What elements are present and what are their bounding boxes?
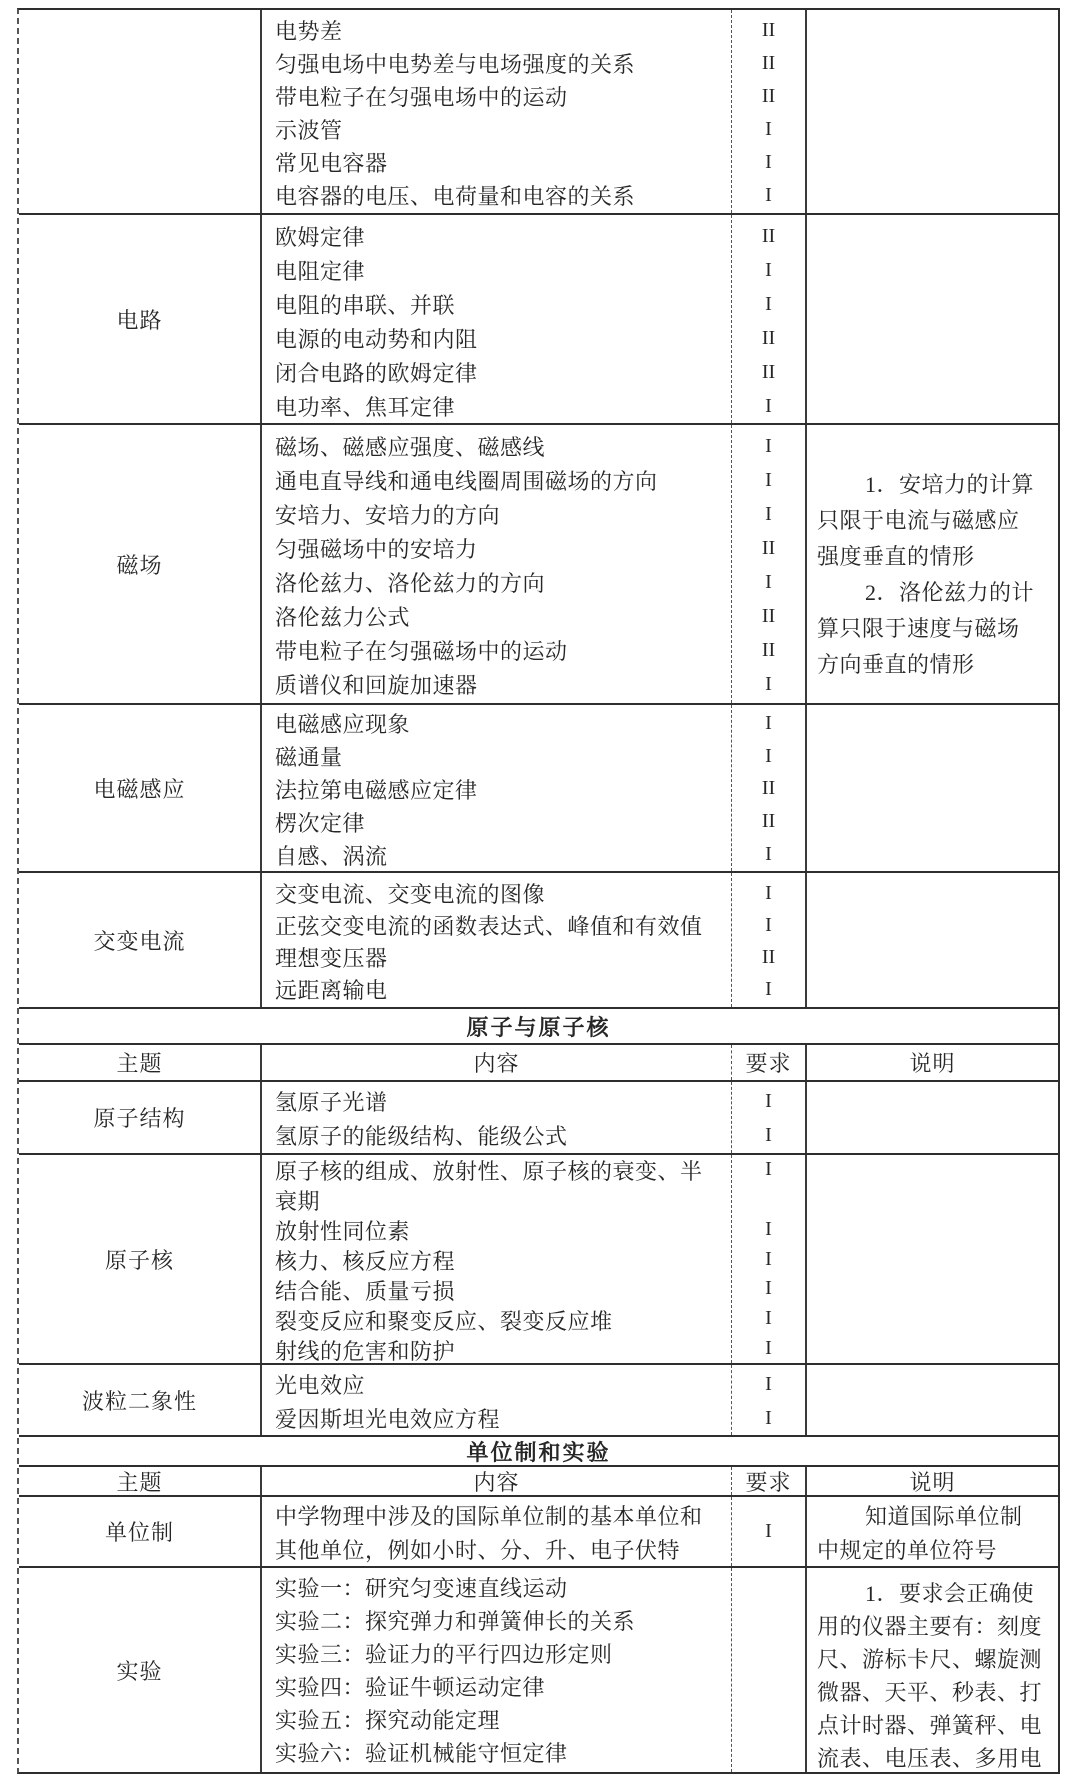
topic-cell: [19, 1497, 262, 1566]
content-cell: [262, 1365, 732, 1435]
requirement-value: II: [761, 945, 776, 968]
content-line: 实验二：探究弹力和弹簧伸长的关系: [275, 1609, 636, 1634]
requirement-cell: [732, 425, 807, 703]
content-line: 带电粒子在匀强磁场中的运动: [275, 638, 568, 664]
syllabus-table: [17, 8, 1060, 1774]
topic-cell: [19, 1365, 262, 1435]
requirement-value: I: [765, 502, 772, 525]
note-line: 用的仪器主要有：刻度: [817, 1614, 1043, 1639]
note-line: 1．安培力的计算: [865, 471, 1035, 497]
content-line: 爱因斯坦光电效应方程: [275, 1406, 501, 1432]
requirement-value: I: [765, 1123, 772, 1146]
requirement-value: I: [765, 672, 772, 695]
requirement-cell: [732, 10, 807, 213]
topic-label: 电路: [116, 307, 163, 333]
requirement-cell: [732, 1568, 807, 1772]
requirement-value: I: [765, 118, 772, 140]
content-line: 安培力、安培力的方向: [275, 502, 501, 528]
requirement-value: I: [765, 977, 772, 1000]
column-header-1: 内容: [262, 1467, 732, 1495]
content-line: 实验六：验证机械能守恒定律: [275, 1741, 568, 1766]
requirement-value: [732, 1703, 805, 1736]
content-line: 电功率、焦耳定律: [275, 394, 456, 420]
content-line: 光电效应: [275, 1372, 366, 1398]
requirement-value: II: [761, 536, 776, 559]
topic-label: 交变电流: [93, 928, 186, 954]
requirement-value: II: [761, 360, 776, 383]
note-cell: [807, 425, 1058, 703]
content-line: 放射性同位素: [275, 1218, 411, 1244]
content-line: 实验五：探究动能定理: [275, 1708, 501, 1733]
content-line: 带电粒子在匀强电场中的运动: [275, 85, 568, 110]
content-line: 示波管: [275, 118, 343, 143]
requirement-value: I: [765, 184, 772, 206]
requirement-value: II: [761, 326, 776, 349]
topic-label: 单位制: [104, 1520, 174, 1545]
note-cell: [807, 1082, 1058, 1153]
topic-cell: [19, 1568, 262, 1772]
requirement-value: I: [765, 913, 772, 936]
section-band-title: 单位制和实验: [19, 1437, 1058, 1467]
content-cell: [262, 1082, 732, 1153]
requirement-value: I: [765, 1158, 772, 1181]
content-line: 氢原子的能级结构、能级公式: [275, 1123, 568, 1149]
topic-label: 电磁感应: [93, 776, 186, 802]
column-header-1: 内容: [262, 1045, 732, 1080]
requirement-value: I: [765, 151, 772, 173]
requirement-value: I: [765, 744, 772, 767]
requirement-value: II: [761, 52, 776, 74]
note-line: 点计时器、弹簧秤、电: [817, 1713, 1043, 1738]
column-header-row: [19, 1045, 1058, 1082]
topic-cell: [19, 1155, 262, 1363]
requirement-value: [732, 1670, 805, 1703]
note-cell: [807, 10, 1058, 213]
content-line: 洛伦兹力公式: [275, 604, 411, 630]
note-line: 强度垂直的情形: [817, 543, 975, 569]
note-line: 方向垂直的情形: [817, 651, 975, 677]
requirement-value: I: [765, 570, 772, 593]
content-line: 交变电流、交变电流的图像: [275, 881, 546, 907]
content-cell: [262, 1155, 732, 1363]
topic-block: [19, 425, 1058, 705]
topic-block: [19, 215, 1058, 425]
topic-label: 波粒二象性: [81, 1388, 197, 1414]
requirement-cell: [732, 1082, 807, 1153]
requirement-value: I: [765, 1406, 772, 1429]
content-line: 常见电容器: [275, 151, 388, 176]
content-line: 正弦交变电流的函数表达式、峰值和有效值: [275, 913, 703, 939]
topic-label: 原子结构: [93, 1106, 186, 1131]
content-cell: [262, 215, 732, 423]
requirement-value: I: [765, 468, 772, 491]
requirement-value: I: [765, 711, 772, 734]
content-line: 匀强磁场中的安培力: [275, 536, 478, 562]
note-cell: [807, 1155, 1058, 1363]
content-line: 楞次定律: [275, 811, 366, 836]
content-line: 质谱仪和回旋加速器: [275, 672, 478, 698]
requirement-value: [732, 1736, 805, 1769]
topic-cell: [19, 1082, 262, 1153]
note-cell: [807, 1568, 1058, 1772]
note-line: 微器、天平、秒表、打: [817, 1680, 1043, 1705]
content-cell: [262, 873, 732, 1007]
content-line: 射线的危害和防护: [275, 1338, 456, 1364]
column-header-3: 说明: [909, 1051, 956, 1076]
requirement-cell: [732, 705, 807, 871]
content-cell: [262, 10, 732, 213]
requirement-value: I: [765, 1277, 772, 1300]
content-cell: [262, 705, 732, 871]
content-line: 电容器的电压、电荷量和电容的关系: [275, 184, 636, 209]
content-line: 电阻的串联、并联: [275, 292, 456, 318]
note-cell: [807, 705, 1058, 871]
requirement-value: II: [761, 85, 776, 107]
note-line: 中规定的单位符号: [817, 1537, 998, 1563]
requirement-value: II: [761, 777, 776, 800]
note-line: 尺、游标卡尺、螺旋测: [817, 1647, 1043, 1672]
requirement-value: I: [765, 1520, 772, 1542]
note-cell: [807, 873, 1058, 1007]
topic-cell: [19, 705, 262, 871]
requirement-value: I: [765, 1089, 772, 1112]
requirement-value: II: [761, 224, 776, 247]
content-line: 结合能、质量亏损: [275, 1278, 456, 1304]
requirement-cell: [732, 1497, 807, 1566]
note-line: 1．要求会正确使: [865, 1581, 1035, 1606]
content-line: 裂变反应和聚变反应、裂变反应堆: [275, 1308, 613, 1334]
topic-block: [19, 1155, 1058, 1365]
content-line: 匀强电场中电势差与电场强度的关系: [275, 52, 636, 77]
content-line: 法拉第电磁感应定律: [275, 778, 478, 803]
requirement-value: II: [761, 810, 776, 833]
note-line: 2．洛伦兹力的计: [865, 579, 1035, 605]
requirement-value: I: [765, 394, 772, 417]
content-line: 原子核的组成、放射性、原子核的衰变、半: [275, 1158, 703, 1184]
topic-block: [19, 1497, 1058, 1568]
column-header-row: [19, 1467, 1058, 1497]
content-line: 衰期: [275, 1188, 321, 1214]
note-line: 只限于电流与磁感应: [817, 507, 1020, 533]
requirement-value: [732, 1185, 805, 1215]
requirement-value: [732, 1604, 805, 1637]
requirement-value: I: [765, 258, 772, 281]
content-line: 磁场、磁感应强度、磁感线: [275, 434, 546, 460]
column-header-2: 要求: [732, 1467, 807, 1495]
requirement-value: I: [765, 843, 772, 866]
requirement-value: I: [765, 1247, 772, 1270]
content-line: 实验四：验证牛顿运动定律: [275, 1675, 546, 1700]
content-cell: [262, 1568, 732, 1772]
content-line: 实验一：研究匀变速直线运动: [275, 1576, 568, 1601]
requirement-value: I: [765, 881, 772, 904]
topic-block: [19, 10, 1058, 215]
requirement-value: II: [761, 638, 776, 661]
content-line: 理想变压器: [275, 945, 388, 971]
column-header-0: 主题: [19, 1467, 262, 1495]
content-line: 自感、涡流: [275, 844, 388, 869]
requirement-value: II: [761, 604, 776, 627]
content-line: 其他单位，例如小时、分、升、电子伏特: [275, 1537, 681, 1563]
content-cell: [262, 1497, 732, 1566]
requirement-value: I: [765, 1306, 772, 1329]
requirement-value: [732, 1637, 805, 1670]
note-line: 算只限于速度与磁场: [817, 615, 1020, 641]
content-line: 电阻定律: [275, 258, 366, 284]
content-line: 洛伦兹力、洛伦兹力的方向: [275, 570, 546, 596]
topic-label: 实验: [116, 1658, 163, 1684]
note-line: 流表、电压表、多用电: [817, 1746, 1043, 1771]
content-line: 磁通量: [275, 745, 343, 770]
requirement-cell: [732, 1365, 807, 1435]
content-line: 电势差: [275, 19, 343, 44]
requirement-value: [732, 1571, 805, 1604]
requirement-value: I: [765, 1372, 772, 1395]
content-line: 欧姆定律: [275, 224, 366, 250]
content-line: 通电直导线和通电线圈周围磁场的方向: [275, 468, 658, 494]
requirement-value: I: [765, 434, 772, 457]
requirement-value: I: [765, 292, 772, 315]
content-line: 电磁感应现象: [275, 712, 411, 737]
topic-cell: [19, 425, 262, 703]
topic-block: [19, 1568, 1058, 1772]
column-header-0: 主题: [19, 1045, 262, 1080]
topic-label: 原子核: [104, 1247, 174, 1273]
topic-label: 磁场: [116, 552, 163, 578]
requirement-value: I: [765, 1217, 772, 1240]
column-header-3: 说明: [909, 1469, 956, 1495]
topic-cell: [19, 215, 262, 423]
content-line: 中学物理中涉及的国际单位制的基本单位和: [275, 1503, 703, 1529]
topic-block: [19, 1082, 1058, 1155]
content-line: 电源的电动势和内阻: [275, 326, 478, 352]
content-line: 远距离输电: [275, 977, 388, 1003]
requirement-value: II: [761, 19, 776, 41]
content-line: 核力、核反应方程: [275, 1248, 456, 1274]
content-line: 闭合电路的欧姆定律: [275, 360, 478, 386]
content-line: 实验三：验证力的平行四边形定则: [275, 1642, 613, 1667]
topic-cell: [19, 873, 262, 1007]
topic-block: [19, 873, 1058, 1009]
content-line: 氢原子光谱: [275, 1089, 388, 1115]
note-cell: [807, 1497, 1058, 1566]
topic-block: [19, 705, 1058, 873]
note-cell: [807, 215, 1058, 423]
requirement-cell: [732, 873, 807, 1007]
note-line: 知道国际单位制: [865, 1503, 1023, 1529]
requirement-cell: [732, 1155, 807, 1363]
topic-block: [19, 1365, 1058, 1437]
requirement-cell: [732, 215, 807, 423]
content-cell: [262, 425, 732, 703]
requirement-value: I: [765, 1336, 772, 1359]
note-cell: [807, 1365, 1058, 1435]
section-band-title: 原子与原子核: [19, 1009, 1058, 1045]
column-header-2: 要求: [732, 1045, 807, 1080]
topic-cell: [19, 10, 262, 213]
